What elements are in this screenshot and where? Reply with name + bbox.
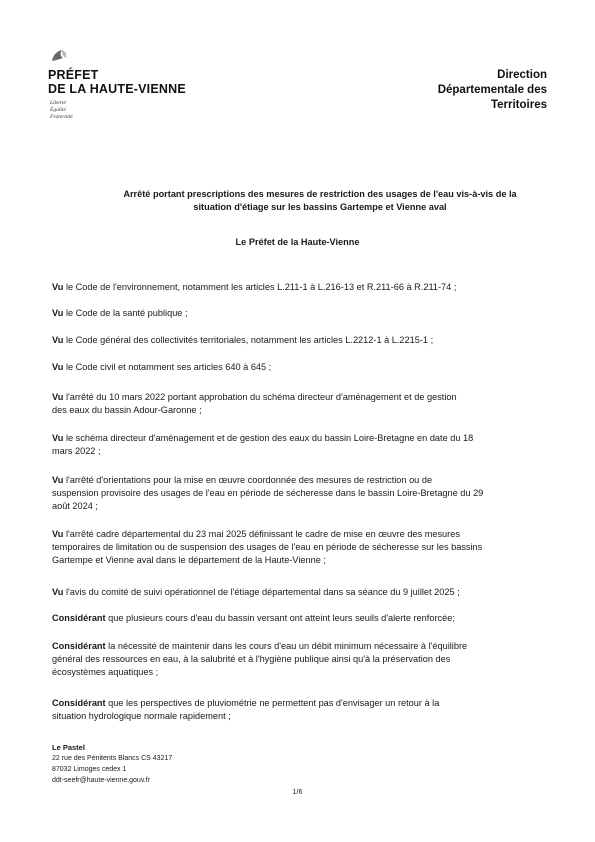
prefet-title-line1: PRÉFET bbox=[48, 68, 99, 82]
paragraph-lead: Vu bbox=[52, 529, 64, 539]
paragraph-text: Gartempe et Vienne aval dans le département de la Haute-Vienne ; bbox=[52, 555, 326, 565]
paragraph-text: le Code civil et notamment ses articles 640 à 645 ; bbox=[63, 362, 272, 372]
paragraph-text: que les perspectives de pluviométrie ne permettent pas d'envisager un retour à la bbox=[105, 698, 440, 708]
paragraph-line bbox=[52, 361, 547, 374]
paragraph-lead: Vu bbox=[52, 587, 64, 597]
recital-vu bbox=[52, 432, 547, 458]
paragraph-line bbox=[52, 445, 547, 458]
paragraph-text: général des ressources en eau, à la salubrité et à l'hygiène publique ainsi qu'à la préservation des bbox=[52, 654, 451, 664]
paragraph-lead: Vu bbox=[52, 335, 64, 345]
paragraph-lead: Considérant bbox=[52, 641, 106, 651]
paragraph-line bbox=[52, 612, 547, 625]
paragraph-line bbox=[52, 554, 547, 567]
address-line3: 87032 Limoges cedex 1 bbox=[52, 766, 127, 773]
paragraph-lead: Vu bbox=[52, 282, 64, 292]
paragraph-text: que plusieurs cours d'eau du bassin versant ont atteint leurs seuils d'alerte renforcée; bbox=[105, 613, 455, 623]
paragraph-line bbox=[52, 500, 547, 513]
recital-vu bbox=[52, 334, 547, 347]
recital-vu bbox=[52, 474, 547, 513]
paragraph-line bbox=[52, 640, 547, 653]
paragraph-line bbox=[52, 541, 547, 554]
recital-vu bbox=[52, 586, 547, 599]
paragraph-line bbox=[52, 653, 547, 666]
document-title bbox=[100, 188, 540, 214]
paragraph-line bbox=[52, 474, 547, 487]
paragraph-lead: Considérant bbox=[52, 613, 106, 623]
paragraph-text: situation hydrologique normale rapidement ; bbox=[52, 711, 231, 721]
paragraph-line bbox=[52, 586, 547, 599]
paragraph-text: août 2024 ; bbox=[52, 501, 98, 511]
paragraph-text: l'arrêté du 10 mars 2022 portant approbation du schéma directeur d'aménagement et de gestion bbox=[63, 392, 457, 402]
prefet-title-line2: DE LA HAUTE-VIENNE bbox=[48, 82, 186, 96]
marianne-icon bbox=[48, 46, 68, 64]
paragraph-text: l'avis du comité de suivi opérationnel de l'étiage départemental dans sa séance du 9 juillet 2025 ; bbox=[63, 587, 460, 597]
paragraph-text: le schéma directeur d'aménagement et de gestion des eaux du bassin Loire-Bretagne en date du 18 bbox=[63, 433, 474, 443]
paragraph-text: suspension provisoire des usages de l'eau en période de sécheresse dans le bassin Loire-Bretagne du 29 bbox=[52, 488, 484, 498]
paragraph-text: le Code de la santé publique ; bbox=[63, 308, 188, 318]
paragraph-lead: Vu bbox=[52, 308, 64, 318]
document-subtitle: Le Préfet de la Haute-Vienne bbox=[235, 237, 360, 247]
recital-considerant bbox=[52, 612, 547, 625]
paragraph-lead: Vu bbox=[52, 392, 64, 402]
address-line1: Le Pastel bbox=[52, 743, 85, 752]
paragraph-line bbox=[52, 432, 547, 445]
recital-vu bbox=[52, 361, 547, 374]
paragraph-text: des eaux du bassin Adour-Garonne ; bbox=[52, 405, 202, 415]
paragraph-line bbox=[52, 710, 547, 723]
paragraph-text: écosystèmes aquatiques ; bbox=[52, 667, 159, 677]
motto-liberte: Liberté bbox=[50, 100, 66, 106]
paragraph-lead: Vu bbox=[52, 433, 64, 443]
paragraph-lead: Vu bbox=[52, 362, 64, 372]
paragraph-line bbox=[52, 391, 547, 404]
recital-vu bbox=[52, 528, 547, 567]
direction-line3: Territoires bbox=[490, 99, 547, 111]
paragraph-text: le Code de l'environnement, notamment les articles L.211-1 à L.216-13 et R.211-66 à R.211-74 ; bbox=[63, 282, 457, 292]
paragraph-line bbox=[52, 281, 547, 294]
paragraph-text: le Code général des collectivités territoriales, notamment les articles L.2212-1 à L.2215-1 ; bbox=[63, 335, 434, 345]
paragraph-lead: Vu bbox=[52, 475, 64, 485]
recital-vu bbox=[52, 307, 547, 320]
direction-line2: Départementale des bbox=[437, 84, 547, 96]
page-number: 1/6 bbox=[292, 789, 303, 796]
direction-block bbox=[387, 68, 547, 113]
paragraph-line bbox=[52, 334, 547, 347]
address-email: ddt-seefr@haute-vienne.gouv.fr bbox=[52, 777, 151, 784]
motto-egalite: Égalité bbox=[50, 107, 66, 113]
motto-fraternite: Fraternité bbox=[50, 114, 73, 120]
recital-vu bbox=[52, 391, 547, 417]
paragraph-line bbox=[52, 697, 547, 710]
paragraph-line bbox=[52, 666, 547, 679]
recital-considerant bbox=[52, 697, 547, 723]
paragraph-lead: Considérant bbox=[52, 698, 106, 708]
paragraph-text: la nécessité de maintenir dans les cours d'eau un débit minimum nécessaire à l'équilibre bbox=[105, 641, 468, 651]
title-line2: situation d'étiage sur les bassins Gartempe et Vienne aval bbox=[193, 202, 447, 212]
paragraph-text: mars 2022 ; bbox=[52, 446, 101, 456]
title-line1: Arrêté portant prescriptions des mesures de restriction des usages de l'eau vis-à-vis de la bbox=[123, 189, 517, 199]
address-line2: 22 rue des Pénitents Blancs CS 43217 bbox=[52, 755, 173, 762]
recital-vu bbox=[52, 281, 547, 294]
address-block bbox=[52, 742, 172, 786]
paragraph-text: temporaires de limitation ou de suspension des usages de l'eau en période de sécheresse sur les bassins bbox=[52, 542, 483, 552]
paragraph-text: l'arrêté cadre départemental du 23 mai 2025 définissant le cadre de mise en œuvre des mesures bbox=[63, 529, 460, 539]
paragraph-line bbox=[52, 404, 547, 417]
paragraph-line bbox=[52, 307, 547, 320]
paragraph-line bbox=[52, 528, 547, 541]
direction-line1: Direction bbox=[497, 69, 547, 81]
recital-considerant bbox=[52, 640, 547, 679]
paragraph-text: l'arrêté d'orientations pour la mise en œuvre coordonnée des mesures de restriction ou de bbox=[63, 475, 433, 485]
paragraph-line bbox=[52, 487, 547, 500]
